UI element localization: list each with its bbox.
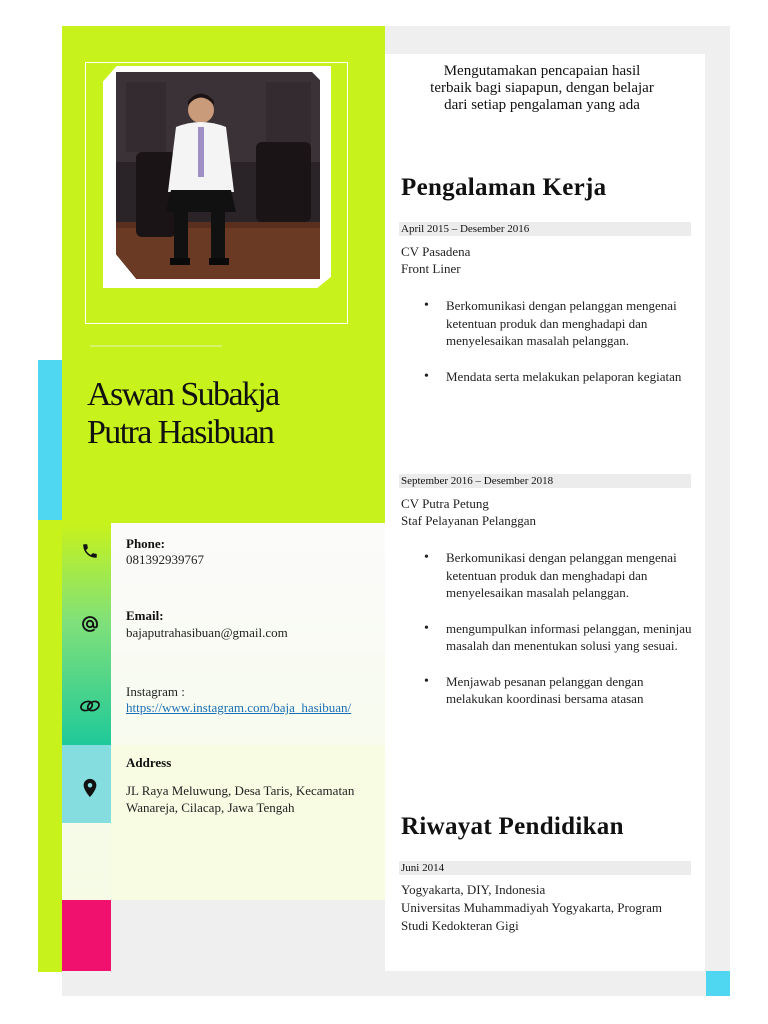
cyan-corner-accent [706,971,730,996]
name-line-2: Putra Hasibuan [87,414,274,451]
location-pin-icon [78,776,102,800]
instagram-label: Instagram : [126,684,185,699]
at-sign-icon [78,612,102,636]
tagline-line-1: Mengutamakan pencapaian hasil [443,63,641,79]
job-2-company: CV Putra Petung [401,496,489,511]
job-1-duties [424,297,694,403]
name-line-1: Aswan Subakja [87,376,279,413]
cyan-side-strip [38,360,62,520]
tagline-line-3: dari setiap pengalaman yang ada [444,97,640,113]
experience-heading: Pengalaman Kerja [401,174,607,201]
list-item: • Berkomunikasi dengan pelanggan mengenai ketentuan produk dan menghadapi dan menyelesaikan masalah pelanggan. [424,297,694,350]
magenta-accent-block [62,900,111,971]
education-school-line-1: Universitas Muhammadiyah Yogyakarta, Program [401,900,663,915]
profile-photo [116,72,320,279]
education-date: Juni 2014 [399,861,691,875]
candidate-name [87,376,377,452]
education-location: Yogyakarta, DIY, Indonesia [401,882,546,897]
education-heading: Riwayat Pendidikan [401,813,624,840]
tagline [392,63,692,114]
link-icon [78,694,102,718]
list-item: • Mendata serta melakukan pelaporan kegiatan [424,368,694,386]
email-label: Email: [126,608,164,623]
address-label: Address [126,755,172,770]
email-value[interactable]: bajaputrahasibuan@gmail.com [126,625,288,640]
education-school-line-2: Studi Kedokteran Gigi [401,918,519,933]
address-line-1: JL Raya Meluwung, Desa Taris, Kecamatan [126,783,355,798]
job-1-position: Front Liner [401,261,461,276]
job-1-date: April 2015 – Desember 2016 [399,222,691,236]
job-2-date: September 2016 – Desember 2018 [399,474,691,488]
job-2-position: Staf Pelayanan Pelanggan [401,513,537,528]
phone-value: 081392939767 [126,552,204,567]
list-item: • Berkomunikasi dengan pelanggan mengenai ketentuan produk dan menghadapi dan menyelesaikan masalah pelanggan. [424,549,694,602]
job-2-duties [424,549,694,726]
list-item: • mengumpulkan informasi pelanggan, meninjau masalah dan menentukan solusi yang sesuai. [424,620,694,655]
list-item: • Menjawab pesanan pelanggan dengan melakukan koordinasi bersama atasan [424,673,694,708]
phone-label: Phone: [126,536,165,551]
instagram-link[interactable]: https://www.instagram.com/baja_hasibuan/ [126,700,352,715]
tagline-line-2: terbaik bagi siapapun, dengan belajar [430,80,654,96]
name-divider-line [90,345,222,347]
job-1-company: CV Pasadena [401,244,471,259]
address-line-2: Wanareja, Cilacap, Jawa Tengah [126,800,295,815]
phone-icon [78,539,102,563]
